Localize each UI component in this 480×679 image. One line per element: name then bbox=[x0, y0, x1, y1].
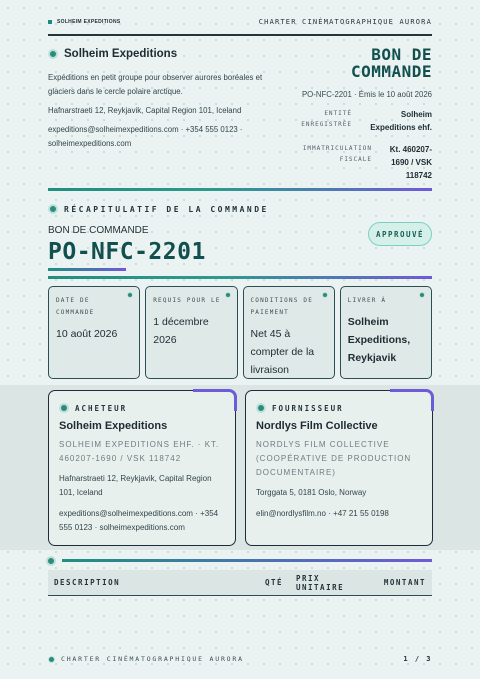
recap-divider bbox=[48, 276, 432, 279]
status-badge: APPROUVÉ bbox=[368, 222, 432, 246]
footer-tagline bbox=[48, 655, 244, 663]
page-number: 1 / 3 bbox=[403, 655, 432, 663]
order-title-line2: COMMANDE bbox=[350, 62, 432, 81]
dot-icon bbox=[225, 292, 231, 298]
top-bar bbox=[48, 14, 432, 30]
col-description: DESCRIPTION bbox=[54, 578, 121, 587]
table-divider bbox=[62, 559, 432, 562]
supplier-heading-text: FOURNISSEUR bbox=[272, 403, 344, 413]
brand-logo-icon bbox=[48, 20, 52, 24]
entity-label-line2: ENREGISTRÉE bbox=[301, 121, 352, 128]
footer bbox=[48, 655, 432, 663]
header-divider bbox=[48, 188, 432, 191]
order-title bbox=[282, 46, 432, 80]
col-unit-price: PRIX UNITAIRE bbox=[296, 573, 345, 592]
card-payment-terms bbox=[243, 286, 335, 379]
corner-accent bbox=[193, 389, 237, 411]
card-label: CONDITIONS DE PAIEMENT bbox=[250, 297, 314, 316]
tax-label bbox=[292, 143, 372, 182]
footer-tagline-text: CHARTER CINÉMATOGRAPHIQUE AURORA bbox=[61, 655, 244, 663]
company-name bbox=[48, 48, 286, 60]
buyer-legal: SOLHEIM EXPEDITIONS EHF. · KT. 460207-1690 / VSK 118742 bbox=[59, 440, 220, 463]
card-value: Solheim Expeditions, Reykjavik bbox=[347, 316, 411, 364]
top-divider bbox=[48, 34, 432, 36]
top-tagline: CHARTER CINÉMATOGRAPHIQUE AURORA bbox=[258, 18, 432, 26]
dot-icon bbox=[59, 403, 69, 413]
tax-label-line2: FISCALE bbox=[339, 156, 372, 163]
company-block bbox=[48, 48, 286, 151]
doc-kind: BON DE COMMANDE bbox=[48, 225, 149, 236]
dot-icon bbox=[127, 292, 133, 298]
doc-number-underline bbox=[48, 268, 126, 271]
supplier-name: Nordlys Film Collective bbox=[256, 420, 378, 432]
table-header bbox=[48, 570, 432, 596]
card-order-date bbox=[48, 286, 140, 379]
entity-label-line1: ENTITÉ bbox=[324, 110, 352, 117]
buyer-card bbox=[48, 390, 236, 546]
card-value: 10 août 2026 bbox=[56, 328, 118, 340]
doc-number: PO-NFC-2201 bbox=[48, 239, 206, 265]
card-required-by bbox=[145, 286, 237, 379]
dot-icon bbox=[322, 292, 328, 298]
entity-row bbox=[282, 108, 432, 134]
col-qty: QTÉ bbox=[265, 578, 284, 587]
buyer-heading-text: ACHETEUR bbox=[75, 403, 128, 413]
card-value: Net 45 à compter de la livraison bbox=[250, 328, 315, 376]
tax-value: Kt. 460207-1690 / VSK 118742 bbox=[389, 145, 432, 180]
tax-row bbox=[282, 143, 432, 182]
brand-name: SOLHEIM EXPEDITIONS bbox=[57, 19, 121, 25]
company-description: Expéditions en petit groupe pour observer aurores boréales et glaciers dans le cercle polaire arctique. bbox=[48, 73, 263, 96]
supplier-legal: NORDLYS FILM COLLECTIVE (COOPÉRATIVE DE PRODUCTION DOCUMENTAIRE) bbox=[256, 440, 412, 477]
company-contact: expeditions@solheimexpeditions.com · +354 555 0123 · solheimexpeditions.com bbox=[48, 125, 243, 148]
buyer-name: Solheim Expeditions bbox=[59, 420, 168, 432]
card-label: DATE DE COMMANDE bbox=[56, 297, 95, 316]
supplier-address: Torggata 5, 0181 Oslo, Norway bbox=[256, 488, 367, 497]
entity-label bbox=[301, 108, 352, 134]
card-label: REQUIS POUR LE bbox=[153, 297, 221, 304]
recap-section-label-text: RÉCAPITULATIF DE LA COMMANDE bbox=[64, 204, 269, 214]
dot-icon bbox=[419, 292, 425, 298]
dot-icon bbox=[48, 204, 58, 214]
card-value: 1 décembre 2026 bbox=[153, 316, 209, 346]
order-meta: PO-NFC-2201 · Émis le 10 août 2026 bbox=[301, 90, 432, 99]
order-title-line1: BON DE bbox=[371, 45, 432, 64]
recap-section-label bbox=[48, 204, 269, 214]
supplier-contact: elin@nordlysfilm.no · +47 21 55 0198 bbox=[256, 509, 389, 518]
supplier-card bbox=[245, 390, 433, 546]
dot-icon bbox=[48, 656, 55, 663]
entity-value: Solheim Expeditions ehf. bbox=[370, 110, 432, 132]
buyer-address: Hafnarstraeti 12, Reykjavik, Capital Region 101, Iceland bbox=[59, 474, 212, 497]
buyer-contact: expeditions@solheimexpeditions.com · +354 555 0123 · solheimexpeditions.com bbox=[59, 509, 219, 532]
brand bbox=[48, 19, 121, 25]
card-ship-to bbox=[340, 286, 432, 379]
tax-label-line1: IMMATRICULATION bbox=[302, 145, 372, 152]
col-amount: MONTANT bbox=[383, 578, 426, 587]
company-address: Hafnarstraeti 12, Reykjavik, Capital Region 101, Iceland bbox=[48, 106, 242, 115]
card-label: LIVRER À bbox=[347, 297, 387, 304]
corner-accent bbox=[390, 389, 434, 411]
dot-icon bbox=[256, 403, 266, 413]
summary-cards bbox=[48, 286, 432, 379]
order-header bbox=[282, 46, 432, 182]
company-name-text: Solheim Expeditions bbox=[64, 48, 178, 60]
dot-icon bbox=[46, 556, 56, 566]
dot-icon bbox=[48, 49, 58, 59]
